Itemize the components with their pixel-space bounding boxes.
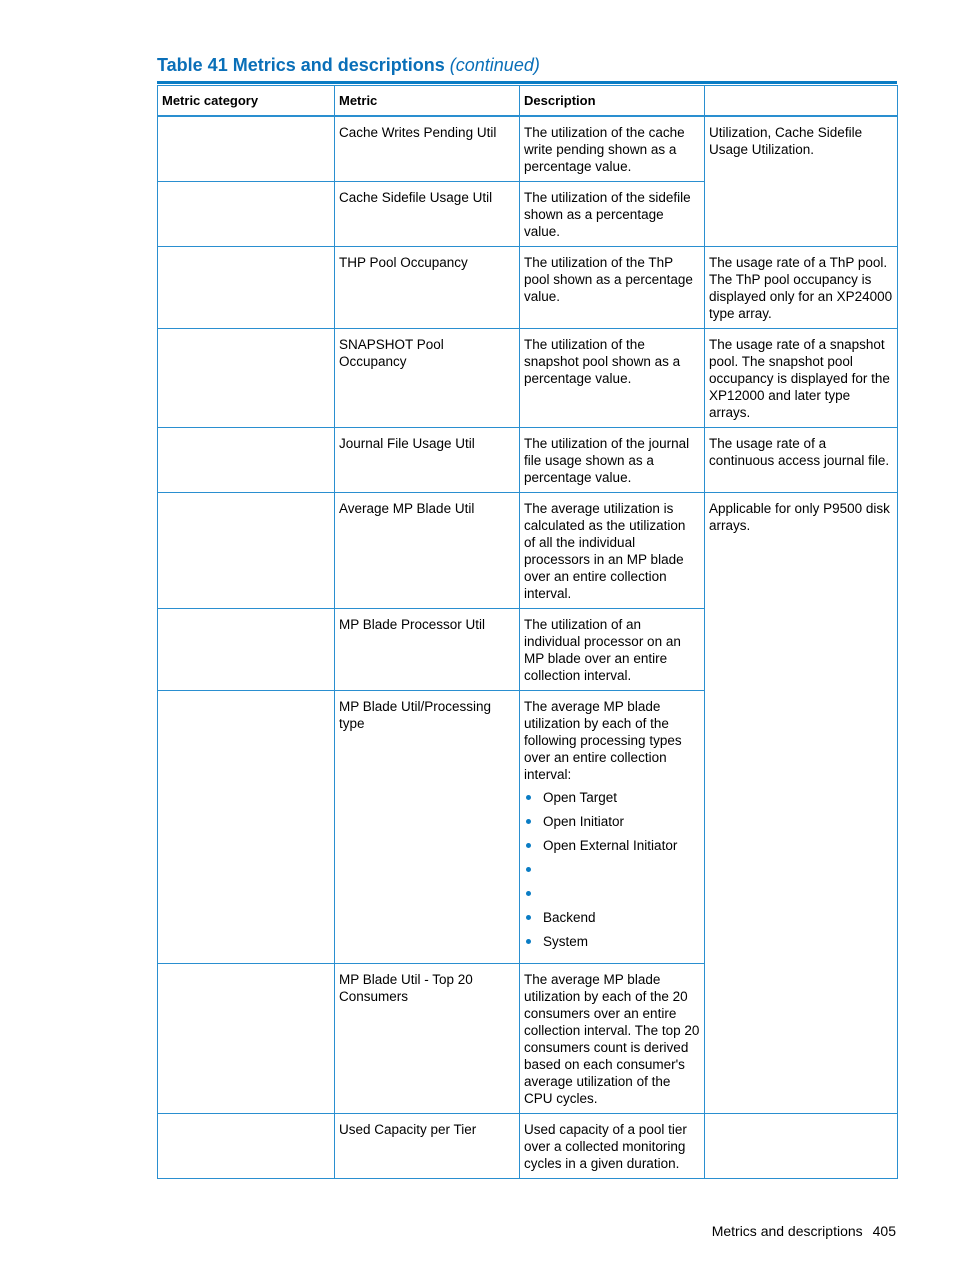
processing-type-list [524, 789, 700, 950]
description-cell: The average MP blade utilization by each of the 20 consumers over an entire collection interval. The top 20 consumers count is derived based on each consumer's average utilization of the CPU cycles. [520, 964, 705, 1114]
bullet-icon [526, 795, 531, 800]
category-cell [158, 329, 335, 428]
description-cell: The average utilization is calculated as the utilization of all the individual processors in an MP blade over an entire collection interval. [520, 493, 705, 609]
list-item [524, 813, 700, 830]
category-cell [158, 247, 335, 329]
table-top-rule [157, 81, 897, 84]
description-cell [520, 691, 705, 964]
header-metric-category: Metric category [158, 86, 335, 117]
page-footer [712, 1223, 896, 1239]
description-cell: The utilization of the journal file usage shown as a percentage value. [520, 428, 705, 493]
table-row [158, 493, 898, 609]
metric-cell: SNAPSHOT Pool Occupancy [335, 329, 520, 428]
metric-cell: Cache Writes Pending Util [335, 116, 520, 182]
table-row [158, 1114, 898, 1179]
note-cell: The usage rate of a snapshot pool. The snapshot pool occupancy is displayed for the XP12000 and later type arrays. [705, 329, 898, 428]
caption-title: Table 41 Metrics and descriptions [157, 55, 445, 75]
bullet-icon [526, 891, 531, 896]
category-cell [158, 116, 335, 182]
description-text: The average MP blade utilization by each of the following processing types over an entire collection interval: [524, 699, 682, 782]
bullet-icon [526, 819, 531, 824]
metrics-table [157, 85, 898, 1179]
description-cell: The utilization of an individual processor on an MP blade over an entire collection interval. [520, 609, 705, 691]
metric-cell: Average MP Blade Util [335, 493, 520, 609]
note-cell: The usage rate of a ThP pool. The ThP pool occupancy is displayed only for an XP24000 type array. [705, 247, 898, 329]
metric-cell: MP Blade Util/Processing type [335, 691, 520, 964]
category-cell [158, 691, 335, 964]
note-cell: The usage rate of a continuous access journal file. [705, 428, 898, 493]
metric-cell: MP Blade Util - Top 20 Consumers [335, 964, 520, 1114]
table-row [158, 428, 898, 493]
description-cell: The utilization of the sidefile shown as a percentage value. [520, 182, 705, 247]
category-cell [158, 964, 335, 1114]
description-cell: The utilization of the cache write pending shown as a percentage value. [520, 116, 705, 182]
metric-cell: Used Capacity per Tier [335, 1114, 520, 1179]
table-header-row [158, 86, 898, 117]
table-row [158, 247, 898, 329]
list-item [524, 861, 700, 878]
list-item-label: Open External Initiator [543, 838, 678, 853]
note-cell: Applicable for only P9500 disk arrays. [705, 493, 898, 1114]
metric-cell: Cache Sidefile Usage Util [335, 182, 520, 247]
note-cell: Utilization, Cache Sidefile Usage Utilization. [705, 116, 898, 247]
page-number: 405 [872, 1223, 896, 1239]
footer-section-title: Metrics and descriptions [711, 1223, 863, 1239]
category-cell [158, 609, 335, 691]
table-row [158, 329, 898, 428]
header-description: Description [520, 86, 705, 117]
bullet-icon [526, 939, 531, 944]
table-caption [157, 55, 540, 76]
caption-continued: (continued) [449, 55, 540, 75]
list-item [524, 789, 700, 806]
header-metric: Metric [335, 86, 520, 117]
category-cell [158, 182, 335, 247]
bullet-icon [526, 843, 531, 848]
list-item [524, 909, 700, 926]
list-item-label: Open Target [543, 790, 618, 805]
category-cell [158, 428, 335, 493]
metric-cell: MP Blade Processor Util [335, 609, 520, 691]
description-cell: Used capacity of a pool tier over a collected monitoring cycles in a given duration. [520, 1114, 705, 1179]
list-item-label: System [543, 934, 589, 949]
description-cell: The utilization of the ThP pool shown as a percentage value. [520, 247, 705, 329]
list-item [524, 837, 700, 854]
note-cell [705, 1114, 898, 1179]
header-extra [705, 86, 898, 117]
category-cell [158, 493, 335, 609]
list-item [524, 885, 700, 902]
category-cell [158, 1114, 335, 1179]
bullet-icon [526, 915, 531, 920]
list-item-label: Open Initiator [543, 814, 625, 829]
table-row [158, 116, 898, 182]
bullet-icon [526, 867, 531, 872]
description-cell: The utilization of the snapshot pool shown as a percentage value. [520, 329, 705, 428]
metric-cell: Journal File Usage Util [335, 428, 520, 493]
list-item-label: Backend [543, 910, 596, 925]
list-item [524, 933, 700, 950]
metric-cell: THP Pool Occupancy [335, 247, 520, 329]
